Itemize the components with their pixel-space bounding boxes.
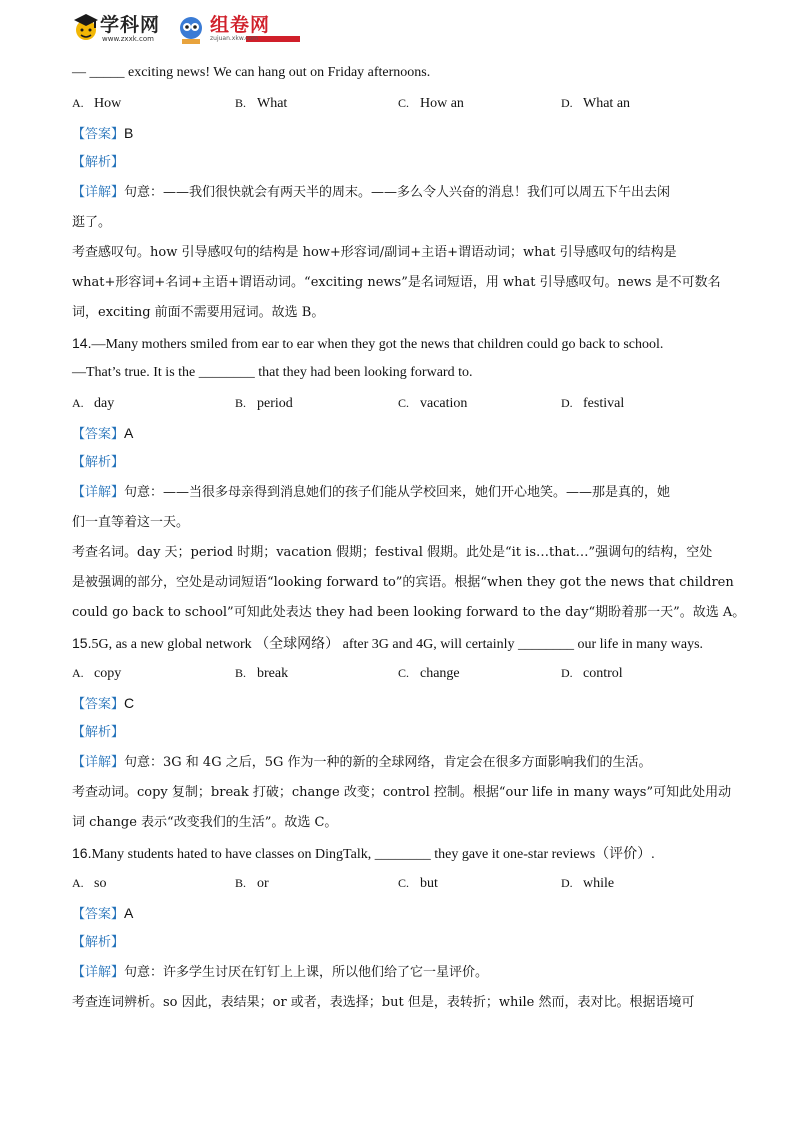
option-letter: B. bbox=[235, 876, 247, 890]
detail-text: 句意：——当很多母亲得到消息她们的孩子们能从学校回来，她们开心地笑。——那是真的，她 bbox=[124, 485, 671, 500]
q13-options bbox=[72, 88, 732, 118]
q14-detail-line: 考查名词。day 天；period 时期；vacation 假期；festival 假期。此处是“it is…that…”强调句的结构，空处 bbox=[72, 545, 713, 560]
q16-analysis bbox=[72, 928, 732, 958]
option-letter: A. bbox=[72, 396, 84, 410]
option-letter: B. bbox=[235, 96, 247, 110]
q14-detail-line bbox=[72, 478, 732, 508]
analysis-tag: 【解析】 bbox=[72, 155, 125, 170]
analysis-tag: 【解析】 bbox=[72, 935, 125, 950]
q13-option-a bbox=[72, 88, 235, 118]
q14-option-c bbox=[398, 388, 561, 418]
q16-detail-line: 考查连词辨析。so 因此，表结果；or 或者，表选择；but 但是，表转折；while 然而，表对比。根据语境可 bbox=[72, 995, 695, 1010]
document-body bbox=[72, 58, 746, 1018]
q14-analysis bbox=[72, 448, 732, 478]
q15-detail-line bbox=[72, 748, 732, 778]
question-text: —Many mothers smiled from ear to ear when they got the news that children could go back to school. bbox=[91, 337, 664, 352]
option-letter: B. bbox=[235, 396, 247, 410]
q14-option-a bbox=[72, 388, 235, 418]
q16-option-c bbox=[398, 868, 561, 898]
question-text: Many students hated to have classes on DingTalk, ________ they gave it one-star reviews（评价）. bbox=[91, 847, 655, 862]
q16-options bbox=[72, 868, 732, 898]
zxxk-logo-url: www.zxxk.com bbox=[102, 35, 154, 43]
q14-stem bbox=[72, 328, 732, 358]
answer-tag: 【答案】 bbox=[72, 907, 125, 922]
q13-stem: — _____ exciting news! We can hang out on Friday afternoons. bbox=[72, 65, 431, 80]
q14-answer bbox=[72, 418, 732, 448]
q14-detail-line: 是被强调的部分，空处是动词短语“looking forward to”的宾语。根据“when they got the news that children bbox=[72, 575, 734, 590]
answer-value: C bbox=[124, 695, 135, 711]
q13-analysis bbox=[72, 148, 732, 178]
option-text: How an bbox=[420, 96, 464, 111]
question-text: 5G, as a new global network （全球网络） after 3G and 4G, will certainly ________ our life in many ways. bbox=[91, 637, 704, 652]
option-letter: D. bbox=[561, 396, 573, 410]
option-text: day bbox=[94, 396, 115, 411]
q13-detail-line: 词，exciting 前面不需要用冠词。故选 B。 bbox=[72, 305, 325, 320]
analysis-tag: 【解析】 bbox=[72, 455, 125, 470]
option-text: copy bbox=[94, 666, 122, 681]
q16-detail-line bbox=[72, 958, 732, 988]
q14-stem-reply: —That’s true. It is the ________ that they had been looking forward to. bbox=[72, 365, 473, 380]
option-letter: A. bbox=[72, 876, 84, 890]
answer-tag: 【答案】 bbox=[72, 697, 125, 712]
q14-options bbox=[72, 388, 732, 418]
option-text: period bbox=[257, 396, 293, 411]
q13-option-b bbox=[235, 88, 398, 118]
q16-option-d bbox=[561, 868, 724, 898]
graduate-cap-icon bbox=[72, 12, 100, 46]
option-text: vacation bbox=[420, 396, 468, 411]
q15-detail-line: 考查动词。copy 复制；break 打破；change 改变；control 控制。根据“our life in many ways”可知此处用动 bbox=[72, 785, 732, 800]
zujuan-logo-text: 组卷网 bbox=[210, 14, 271, 36]
q15-options bbox=[72, 658, 732, 688]
analysis-tag: 【解析】 bbox=[72, 725, 125, 740]
answer-tag: 【答案】 bbox=[72, 427, 125, 442]
question-number: 15. bbox=[72, 635, 92, 651]
option-letter: C. bbox=[398, 396, 410, 410]
detail-text: 句意：——我们很快就会有两天半的周末。——多么令人兴奋的消息！我们可以周五下午出去闲 bbox=[124, 185, 671, 200]
q15-option-c bbox=[398, 658, 561, 688]
option-letter: A. bbox=[72, 666, 84, 680]
detail-tag: 【详解】 bbox=[72, 755, 125, 770]
option-letter: D. bbox=[561, 96, 573, 110]
q15-stem bbox=[72, 628, 732, 658]
zxxk-logo-text: 学科网 bbox=[100, 14, 161, 36]
detail-tag: 【详解】 bbox=[72, 185, 125, 200]
option-text: change bbox=[420, 666, 460, 681]
q13-answer bbox=[72, 118, 732, 148]
zujuan-logo bbox=[176, 10, 336, 46]
mascot-icon bbox=[176, 12, 206, 46]
q14-option-d bbox=[561, 388, 724, 418]
option-text: What an bbox=[583, 96, 631, 111]
q14-detail-line: 们一直等着这一天。 bbox=[72, 515, 190, 530]
option-letter: C. bbox=[398, 876, 410, 890]
option-letter: C. bbox=[398, 96, 410, 110]
q15-option-a bbox=[72, 658, 235, 688]
q13-detail-line bbox=[72, 178, 732, 208]
option-letter: B. bbox=[235, 666, 247, 680]
q13-option-c bbox=[398, 88, 561, 118]
q13-option-d bbox=[561, 88, 724, 118]
page-header bbox=[72, 8, 332, 48]
q16-option-a bbox=[72, 868, 235, 898]
option-letter: C. bbox=[398, 666, 410, 680]
q15-detail-line: 词 change 表示“改变我们的生活”。故选 C。 bbox=[72, 815, 338, 830]
q15-answer bbox=[72, 688, 732, 718]
option-text: What bbox=[257, 96, 288, 111]
q14-option-b bbox=[235, 388, 398, 418]
answer-value: A bbox=[124, 425, 134, 441]
answer-tag: 【答案】 bbox=[72, 127, 125, 142]
detail-text: 句意：许多学生讨厌在钉钉上上课，所以他们给了它一星评价。 bbox=[124, 965, 489, 980]
detail-text: 句意：3G 和 4G 之后，5G 作为一种的新的全球网络，肯定会在很多方面影响我们的生活。 bbox=[124, 755, 652, 770]
zujuan-logo-url: zujuan.xkw.com bbox=[210, 35, 258, 42]
q13-detail-line: what+形容词+名词+主语+谓语动词。“exciting news”是名词短语，用 what 引导感叹句。news 是不可数名 bbox=[72, 275, 721, 290]
option-text: so bbox=[94, 876, 107, 891]
q15-option-b bbox=[235, 658, 398, 688]
detail-tag: 【详解】 bbox=[72, 485, 125, 500]
q15-analysis bbox=[72, 718, 732, 748]
option-text: festival bbox=[583, 396, 625, 411]
q16-answer bbox=[72, 898, 732, 928]
option-text: control bbox=[583, 666, 623, 681]
q14-detail-line: could go back to school”可知此处表达 they had been looking forward to the day“期盼着那一天”。故选 A。 bbox=[72, 605, 746, 620]
option-text: or bbox=[257, 876, 269, 891]
answer-value: A bbox=[124, 905, 134, 921]
option-text: How bbox=[94, 96, 122, 111]
detail-tag: 【详解】 bbox=[72, 965, 125, 980]
q13-detail-line: 逛了。 bbox=[72, 215, 112, 230]
zxxk-logo bbox=[72, 10, 172, 46]
question-number: 14. bbox=[72, 335, 92, 351]
answer-value: B bbox=[124, 125, 134, 141]
option-letter: D. bbox=[561, 666, 573, 680]
q13-detail-line: 考查感叹句。how 引导感叹句的结构是 how+形容词/副词+主语+谓语动词；what 引导感叹句的结构是 bbox=[72, 245, 677, 260]
option-text: break bbox=[257, 666, 289, 681]
q16-stem bbox=[72, 838, 732, 868]
q16-option-b bbox=[235, 868, 398, 898]
q15-option-d bbox=[561, 658, 724, 688]
option-text: but bbox=[420, 876, 438, 891]
option-letter: A. bbox=[72, 96, 84, 110]
option-letter: D. bbox=[561, 876, 573, 890]
option-text: while bbox=[583, 876, 615, 891]
question-number: 16. bbox=[72, 845, 92, 861]
